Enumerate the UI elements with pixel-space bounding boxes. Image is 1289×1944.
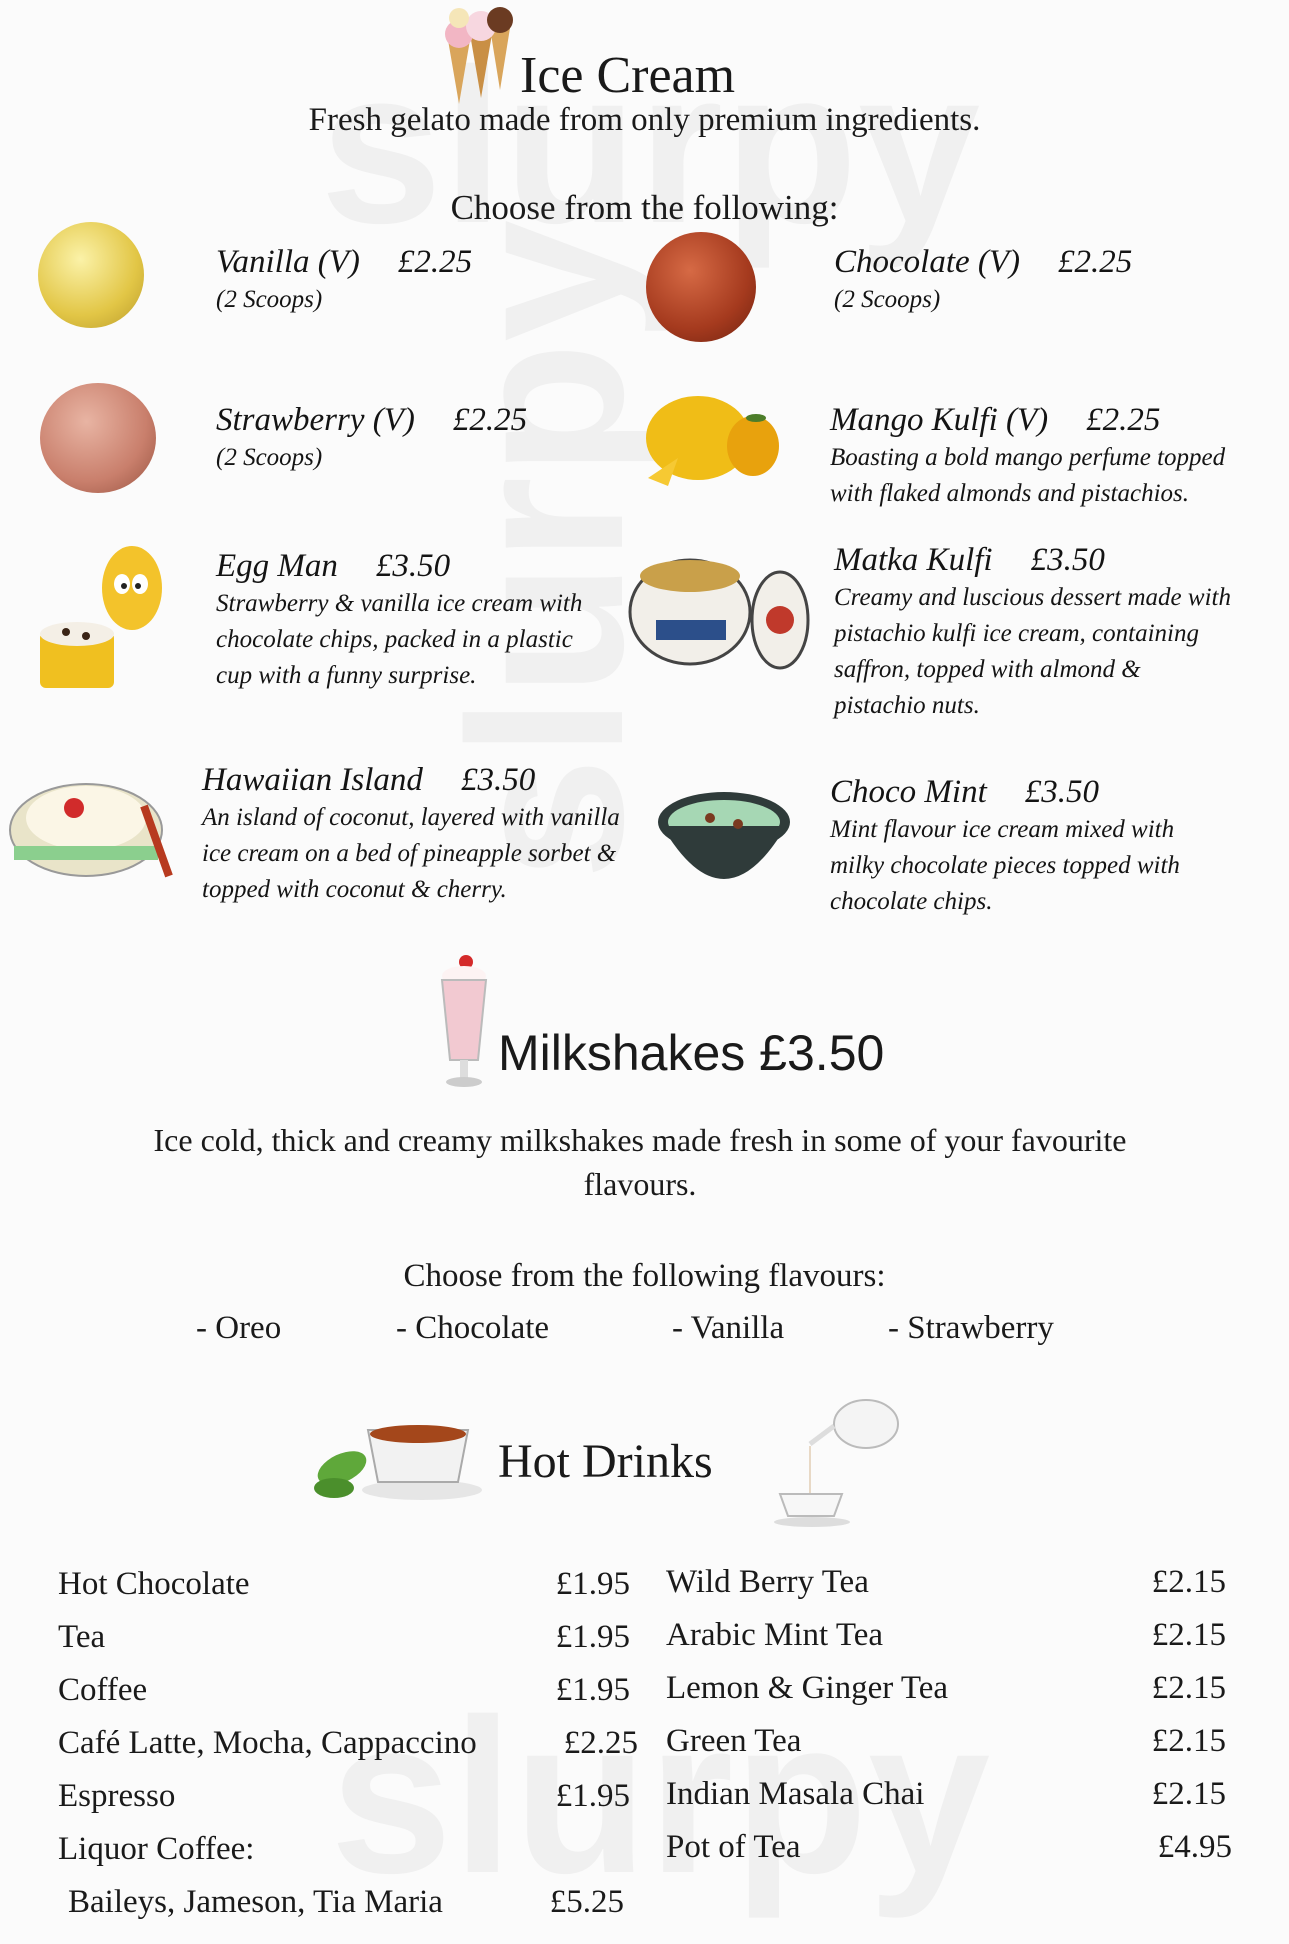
drink-price: £5.25 — [549, 1884, 624, 1920]
teapot-pouring-icon — [764, 1398, 914, 1530]
drink-name: Arabic Mint Tea — [666, 1617, 884, 1653]
drink-price: £2.15 — [1151, 1617, 1226, 1653]
item-description: (2 Scoops) — [216, 286, 323, 313]
drink-row — [666, 1556, 1226, 1609]
drink-row — [666, 1821, 1232, 1874]
item-name: Matka Kulfi — [834, 542, 993, 578]
drink-name: Baileys, Jameson, Tia Maria — [68, 1884, 443, 1920]
drink-name: Espresso — [58, 1778, 176, 1814]
menu-item-choco-mint — [830, 774, 1230, 920]
drink-name: Tea — [58, 1619, 106, 1655]
drink-price: £2.25 — [563, 1725, 638, 1761]
drink-name: Wild Berry Tea — [666, 1564, 869, 1600]
drink-price: £1.95 — [555, 1672, 630, 1708]
mango-kulfi-image — [638, 388, 784, 488]
drink-price: £1.95 — [555, 1619, 630, 1655]
menu-item-vanilla — [216, 244, 636, 318]
drink-name: Pot of Tea — [666, 1829, 801, 1865]
drink-row — [58, 1611, 630, 1664]
vanilla-scoop-image — [38, 222, 144, 328]
ice-cream-title: Ice Cream — [520, 47, 736, 104]
drink-row — [58, 1717, 638, 1770]
drink-name: Coffee — [58, 1672, 148, 1708]
item-name: Mango Kulfi (V) — [830, 402, 1049, 438]
item-name: Chocolate (V) — [834, 244, 1021, 280]
drink-row — [58, 1876, 630, 1929]
hot-drinks-right-column — [666, 1556, 1232, 1874]
menu-item-mango-kulfi — [830, 402, 1270, 512]
drink-row — [58, 1664, 630, 1717]
hawaiian-island-image — [4, 766, 174, 886]
menu-item-chocolate — [834, 244, 1274, 318]
milkshakes-choose-label: Choose from the following flavours: — [403, 1258, 886, 1294]
item-price: £3.50 — [460, 762, 536, 798]
ice-cream-cones-icon — [430, 0, 522, 108]
flavour-vanilla: - Vanilla — [672, 1310, 785, 1346]
drink-name: Indian Masala Chai — [666, 1776, 925, 1812]
choco-mint-image — [654, 782, 794, 904]
drink-name: Liquor Coffee: — [58, 1831, 255, 1867]
flavour-chocolate: - Chocolate — [396, 1310, 550, 1346]
drink-price: £2.15 — [1151, 1776, 1226, 1812]
item-description: Mint flavour ice cream mixed with milky chocolate pieces topped with chocolate chips. — [830, 816, 1180, 915]
item-price: £2.25 — [1058, 244, 1133, 280]
drink-name: Café Latte, Mocha, Cappaccino — [58, 1725, 477, 1761]
item-description: Creamy and luscious dessert made with pistachio kulfi ice cream, containing saffron, topped with almond & pistachio nuts. — [834, 584, 1231, 719]
drink-price: £2.15 — [1151, 1670, 1226, 1706]
item-description: Boasting a bold mango perfume topped with flaked almonds and pistachios. — [830, 444, 1226, 507]
drink-name: Green Tea — [666, 1723, 802, 1759]
drink-name: Lemon & Ginger Tea — [666, 1670, 949, 1706]
egg-man-image — [36, 540, 176, 696]
item-name: Vanilla (V) — [216, 244, 360, 280]
strawberry-scoop-image — [40, 383, 156, 493]
drink-price: £1.95 — [555, 1778, 630, 1814]
drink-price: £2.15 — [1151, 1564, 1226, 1600]
item-name: Egg Man — [216, 548, 338, 584]
menu-item-strawberry — [216, 402, 636, 476]
drink-row — [666, 1662, 1226, 1715]
drink-row — [58, 1823, 630, 1876]
drink-row — [58, 1558, 630, 1611]
item-price: £3.50 — [1024, 774, 1099, 810]
milkshakes-title: Milkshakes £3.50 — [498, 1025, 885, 1081]
item-name: Choco Mint — [830, 774, 987, 810]
drink-row — [666, 1609, 1226, 1662]
menu-item-hawaiian-island — [202, 762, 634, 908]
drink-row — [666, 1768, 1226, 1821]
item-description: Strawberry & vanilla ice cream with chocolate chips, packed in a plastic cup with a funny surprise. — [216, 590, 583, 689]
ice-cream-subtitle: Fresh gelato made from only premium ingredients. — [308, 102, 981, 138]
hot-drinks-left-column — [58, 1558, 638, 1929]
flavour-strawberry: - Strawberry — [888, 1310, 1054, 1346]
drink-price: £4.95 — [1157, 1829, 1232, 1865]
item-price: £2.25 — [452, 402, 528, 438]
milkshake-glass-icon — [436, 950, 492, 1092]
menu-item-egg-man — [216, 548, 596, 694]
item-name: Strawberry (V) — [216, 402, 415, 438]
drink-price: £2.15 — [1151, 1723, 1226, 1759]
item-description: (2 Scoops) — [834, 286, 941, 313]
ice-cream-choose-label: Choose from the following: — [450, 188, 839, 227]
drink-name: Hot Chocolate — [58, 1566, 250, 1602]
item-description: (2 Scoops) — [216, 444, 323, 471]
tea-cup-icon — [312, 1404, 484, 1504]
matka-kulfi-image — [620, 540, 810, 675]
item-description: An island of coconut, layered with vanilla ice cream on a bed of pineapple sorbet & topped with coconut & cherry. — [202, 804, 620, 903]
drink-row — [666, 1715, 1226, 1768]
item-price: £3.50 — [375, 548, 451, 584]
drink-price: £1.95 — [555, 1566, 630, 1602]
hot-drinks-title: Hot Drinks — [498, 1435, 713, 1488]
drink-row — [58, 1770, 630, 1823]
item-price: £3.50 — [1030, 542, 1105, 578]
menu-item-matka-kulfi — [834, 542, 1234, 724]
milkshakes-description: Ice cold, thick and creamy milkshakes made fresh in some of your favourite flavours. — [153, 1122, 1127, 1202]
flavour-oreo: - Oreo — [196, 1310, 282, 1346]
item-name: Hawaiian Island — [202, 762, 423, 798]
item-price: £2.25 — [397, 244, 473, 280]
chocolate-scoop-image — [646, 232, 756, 342]
item-price: £2.25 — [1086, 402, 1161, 438]
